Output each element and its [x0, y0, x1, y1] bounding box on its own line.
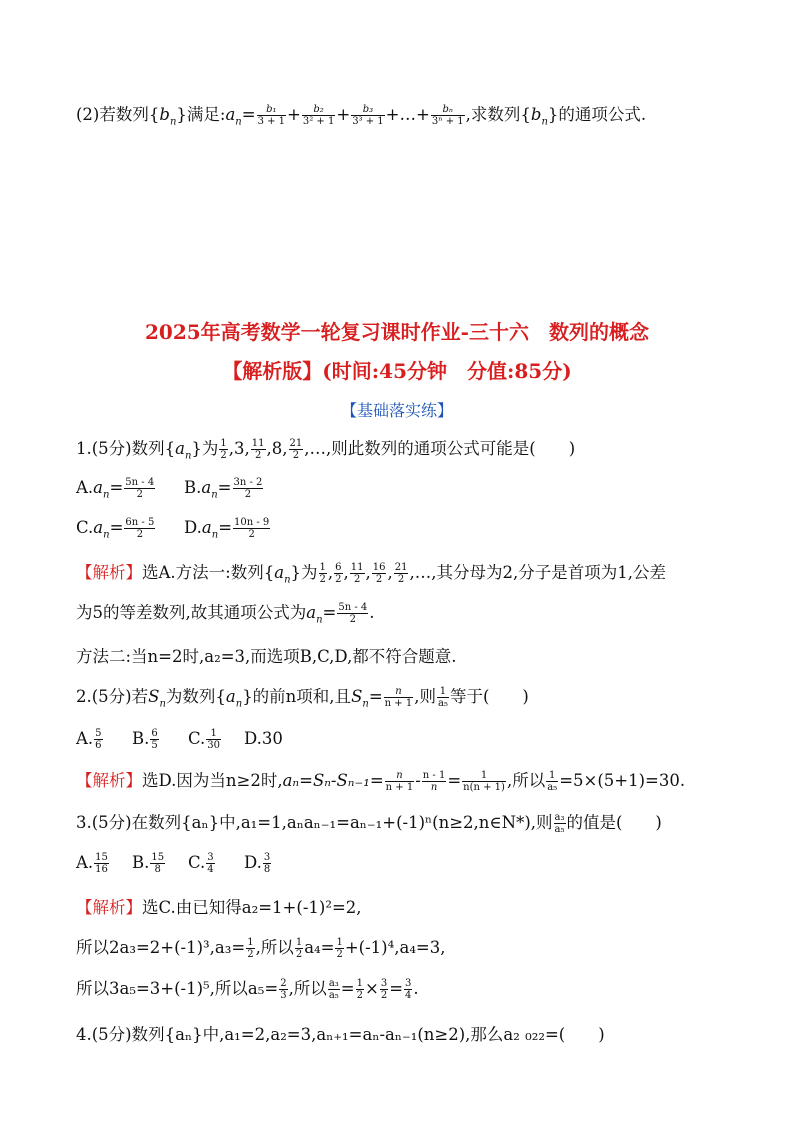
frac-num: b₂ — [313, 104, 324, 115]
var-a: a — [225, 105, 236, 124]
text: }的前n项和,且 — [242, 687, 352, 706]
text: +(-1)⁴,a₄=3, — [344, 938, 446, 957]
q1-analysis-2: 为5的等差数列,故其通项公式为$a_n=$ $\frac{5n - 4}{2}$ . — [76, 602, 375, 626]
text: }的通项公式. — [547, 105, 647, 124]
frac-den: n + 1 — [385, 782, 414, 793]
fraction — [337, 602, 368, 625]
frac-num: a₃ — [328, 978, 339, 989]
q3-analysis-1 — [76, 897, 362, 919]
fraction — [124, 477, 155, 500]
fraction — [150, 728, 158, 751]
q3-analysis-2 — [76, 937, 446, 960]
fraction — [246, 937, 254, 960]
fraction — [206, 728, 221, 751]
frac-num: n — [396, 770, 403, 781]
q2-analysis — [76, 770, 685, 793]
option-c — [188, 852, 244, 875]
option-label: D. — [244, 853, 262, 872]
frac-num: 1 — [220, 438, 227, 449]
text: aₙ=Sₙ-Sₙ₋₁= — [282, 771, 384, 790]
frac-den: 8 — [150, 863, 165, 875]
frac-num: 3 — [380, 978, 388, 989]
option-c: $C.a_n=$ $\frac{6n - 5}{2}$ — [76, 517, 155, 541]
option-label: B. — [132, 853, 150, 872]
fraction — [150, 852, 165, 875]
frac-num: 21 — [289, 438, 303, 449]
fraction — [206, 852, 214, 875]
fraction — [394, 562, 409, 585]
frac-num: 10n - 9 — [234, 517, 270, 528]
frac-num: 2 — [280, 978, 287, 989]
frac-num: n — [395, 686, 402, 697]
option-label: D. — [244, 729, 262, 748]
text: 1.(5分)数列{ — [76, 439, 176, 458]
frac-den: 2 — [350, 573, 365, 585]
fraction — [384, 686, 414, 709]
text: 的值是( ) — [566, 813, 662, 832]
frac-num: 1 — [549, 770, 556, 781]
fraction — [279, 978, 287, 1001]
q1-stem — [76, 438, 575, 467]
frac-num: 1 — [295, 937, 303, 948]
frac-den: 3³ + 1 — [352, 116, 384, 127]
text: ,所以 — [288, 979, 327, 998]
text: ,则 — [414, 687, 436, 706]
text: a₄= — [304, 938, 335, 957]
option-a: $A.a_n=$ $\frac{5n - 4}{2}$ — [76, 477, 155, 501]
option-a — [76, 852, 132, 875]
fraction — [94, 852, 109, 875]
text: ,所以 — [255, 938, 294, 957]
frac-num: 16 — [372, 562, 386, 573]
frac-den: 2 — [289, 449, 304, 461]
text: ,求数列{ — [465, 105, 531, 124]
section-heading: 【基础落实练】 — [340, 401, 453, 420]
sub-n: n — [541, 116, 548, 128]
doc-title: 2025年高考数学一轮复习课时作业-三十六 数列的概念 — [145, 320, 649, 344]
frac-den: 3² + 1 — [302, 116, 335, 127]
frac-num: a₃ — [554, 812, 565, 823]
frac-den: 5 — [151, 740, 158, 751]
text: 选D.因为当n≥2时, — [142, 771, 283, 790]
q2-options — [76, 728, 283, 751]
option-label: B. — [184, 478, 202, 497]
frac-den: a₅ — [547, 782, 558, 793]
frac-den: 6 — [95, 740, 102, 751]
option-d — [244, 728, 283, 750]
frac-den: 2 — [372, 573, 387, 585]
frac-den: n — [422, 781, 447, 793]
option-label: B. — [132, 729, 150, 748]
frac-num: b₁ — [266, 104, 277, 115]
frac-den: 2 — [233, 488, 264, 500]
q3-analysis-3 — [76, 978, 419, 1001]
fraction — [219, 438, 227, 461]
fraction — [124, 517, 155, 540]
fraction — [372, 562, 387, 585]
frac-den: 2 — [336, 949, 343, 960]
fraction — [422, 770, 447, 793]
fraction — [251, 438, 266, 461]
option-b: $B.a_n=$ $\frac{3n - 2}{2}$ — [184, 477, 263, 501]
frac-num: 1 — [247, 937, 254, 948]
frac-den: a₅ — [328, 990, 339, 1001]
fraction — [437, 686, 449, 709]
text: 所以2a₃=2+(-1)³,a₃= — [76, 938, 246, 957]
text: = — [340, 979, 355, 998]
option-text: 30 — [261, 729, 283, 748]
text: = — [447, 771, 462, 790]
fraction — [289, 438, 304, 461]
fraction — [334, 562, 342, 585]
text: 选C.由已知得a₂=1+(-1)²=2, — [142, 898, 362, 917]
fraction — [350, 562, 365, 585]
fraction — [356, 978, 364, 1001]
frac-den: n + 1 — [384, 698, 413, 709]
q4-stem: 4.(5分)数列{aₙ}中,a₁=2,a₂=3,aₙ₊₁=aₙ-aₙ₋₁(n≥2),那么a₂ ₀₂₂=( ) — [76, 1025, 605, 1044]
frac-num: 1 — [336, 937, 343, 948]
frac-num: bₙ — [442, 104, 453, 115]
var-a: a — [175, 439, 185, 458]
frac-num: 6 — [335, 562, 342, 573]
text: =5×(5+1)=30. — [559, 771, 686, 790]
text: 等于( ) — [449, 687, 529, 706]
fraction — [257, 104, 286, 127]
fraction — [380, 978, 388, 1001]
q3-options — [76, 852, 272, 875]
q1-options-ab — [76, 477, 264, 506]
fraction — [546, 770, 558, 793]
analysis-tag: 【解析】 — [76, 771, 142, 790]
option-label: A. — [76, 853, 94, 872]
frac-num: 15 — [95, 852, 108, 863]
frac-den: 16 — [95, 864, 108, 875]
frac-num: 15 — [151, 852, 165, 863]
text: ,…,则此数列的通项公式可能是( ) — [304, 439, 576, 458]
fraction — [335, 937, 343, 960]
frac-den: 2 — [124, 528, 155, 540]
frac-num: 3 — [207, 852, 214, 863]
text: + — [287, 105, 301, 124]
frac-num: 6n - 5 — [125, 517, 155, 528]
text: = — [389, 979, 404, 998]
frac-den: 2 — [394, 573, 409, 585]
text: - — [415, 771, 421, 790]
frac-num: 3 — [405, 978, 412, 989]
frac-den: n(n + 1) — [463, 782, 505, 793]
q1-options-cd — [76, 517, 271, 546]
frac-den: 2 — [335, 574, 342, 585]
text: ,所以 — [506, 771, 546, 790]
frac-num: 11 — [350, 562, 364, 573]
option-label: D. — [184, 518, 202, 537]
frac-num: 1 — [439, 686, 447, 697]
option-c — [188, 728, 244, 751]
text: 为5的等差数列,故其通项公式为 — [76, 603, 307, 622]
text: 所以3a₅=3+(-1)⁵,所以a₅= — [76, 979, 279, 998]
frac-num: 5 — [95, 728, 102, 739]
sub-n: n — [169, 116, 177, 128]
text: × — [365, 979, 379, 998]
fraction — [328, 978, 340, 1001]
frac-den: 2 — [124, 488, 155, 500]
text: }为 — [191, 439, 219, 458]
option-label: A. — [76, 478, 94, 497]
option-label: C. — [188, 853, 206, 872]
option-b — [132, 852, 188, 875]
text: 选A.方法一:数列{ — [142, 563, 275, 582]
text: (2)若数列{ — [76, 105, 160, 124]
text: . — [413, 979, 419, 998]
text: ,3, — [228, 439, 250, 458]
option-label: A. — [76, 729, 94, 748]
frac-den: 2 — [220, 450, 227, 461]
frac-den: 3 — [280, 990, 287, 1001]
frac-num: 3 — [263, 852, 271, 863]
frac-den: 2 — [295, 949, 303, 960]
text: }满足: — [176, 105, 226, 124]
text: }为 — [290, 563, 318, 582]
var-b: b — [530, 105, 542, 124]
text: +…+ — [385, 105, 430, 124]
fraction — [404, 978, 412, 1001]
fraction — [233, 477, 264, 500]
option-b — [132, 728, 188, 751]
fraction — [302, 104, 335, 127]
sub-n: n — [184, 450, 192, 462]
frac-den: 2 — [247, 949, 254, 960]
frac-num: 5n - 4 — [125, 477, 155, 488]
frac-den: a₅ — [554, 824, 565, 835]
option-a — [76, 728, 132, 751]
q1-method2: 方法二:当n=2时,a₂=3,而选项B,C,D,都不符合题意. — [76, 647, 457, 666]
fraction — [554, 812, 566, 835]
frac-den: a₅ — [437, 698, 448, 709]
sub-n: n — [235, 116, 242, 128]
fraction — [319, 562, 327, 585]
fraction — [94, 728, 102, 751]
option-label: C. — [76, 518, 94, 537]
text: = — [241, 105, 256, 124]
frac-den: 4 — [405, 990, 412, 1001]
frac-den: 2 — [319, 574, 326, 585]
text: 2.(5分)若 — [76, 687, 149, 706]
option-d: $D.a_n=$ $\frac{10n - 9}{2}$ — [184, 517, 270, 541]
option-d — [244, 852, 272, 875]
frac-num: 1 — [210, 728, 217, 739]
frac-den: 2 — [380, 990, 388, 1001]
option-label: C. — [188, 729, 206, 748]
frac-den: 2 — [356, 990, 363, 1001]
analysis-tag: 【解析】 — [76, 898, 142, 917]
text: 为数列{ — [165, 687, 226, 706]
frac-num: 5n - 4 — [338, 602, 368, 613]
frac-num: 21 — [394, 562, 408, 573]
analysis-tag: 【解析】 — [76, 563, 142, 582]
frac-num: 6 — [151, 728, 158, 739]
fraction — [233, 517, 270, 540]
problem-2-line — [76, 104, 646, 133]
frac-den: 2 — [233, 528, 270, 540]
fraction — [431, 104, 465, 127]
q1-analysis-1: 【解析】选A.方法一:数列$\{a_n\}$为 $\frac{1}{2}$ , $\frac{6}{2}$ , $\frac{11}{2}$ , $\frac{16}{2}$ , $\frac{21}{2}$ ,…,其分母为2,分子是首项为1,公差 — [76, 562, 666, 586]
q2-stem: 2.(5分)若$S_n$为数列$\{a_n\}$的前n项和,且$S_n=$ $\frac{n}{n + 1}$ ,则 $\frac{1}{\text{a₅}}$ 等于( ) — [76, 686, 529, 710]
text: + — [336, 105, 351, 124]
text: ,…,其分母为2,分子是首项为1,公差 — [409, 563, 666, 582]
frac-den: 4 — [207, 864, 214, 875]
frac-den: 30 — [207, 740, 221, 751]
fraction — [351, 104, 384, 127]
fraction — [385, 770, 415, 793]
frac-num: 1 — [480, 770, 488, 781]
text: ,8, — [266, 439, 288, 458]
frac-num: 1 — [319, 562, 326, 573]
frac-den: 2 — [337, 613, 368, 625]
var-b: b — [159, 105, 170, 124]
frac-num: 1 — [356, 978, 363, 989]
frac-den: 3ⁿ + 1 — [431, 116, 464, 127]
frac-num: 11 — [251, 438, 265, 449]
fraction — [462, 770, 506, 793]
frac-den: 3 + 1 — [257, 116, 286, 127]
frac-num: b₃ — [362, 104, 374, 115]
frac-den: 2 — [251, 449, 266, 461]
doc-subtitle: 【解析版】(时间:45分钟 分值:85分) — [222, 359, 572, 383]
frac-num: n - 1 — [422, 770, 446, 781]
frac-den: 8 — [263, 864, 271, 875]
q3-stem — [76, 812, 662, 835]
fraction — [295, 937, 303, 960]
frac-num: 3n - 2 — [233, 477, 263, 488]
fraction — [263, 852, 271, 875]
text: 3.(5分)在数列{aₙ}中,a₁=1,aₙaₙ₋₁=aₙ₋₁+(-1)ⁿ(n≥2,n∈N*),则 — [76, 813, 553, 832]
